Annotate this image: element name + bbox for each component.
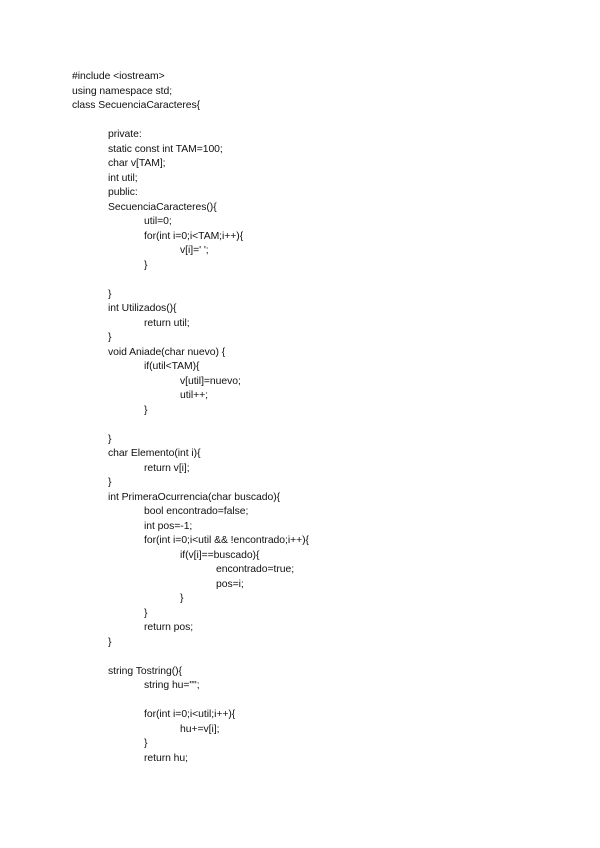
code-line: hu+=v[i];	[180, 723, 220, 735]
code-line: for(int i=0;i<util;i++){	[144, 709, 236, 720]
code-line: }	[144, 607, 148, 619]
code-line: v[i]=' ';	[180, 245, 209, 256]
code-line: }	[108, 288, 112, 300]
code-line: }	[108, 332, 112, 343]
code-line: int pos=-1;	[144, 520, 193, 532]
code-line: encontrado=true;	[216, 564, 295, 575]
code-line: }	[144, 738, 148, 749]
code-line: public:	[108, 187, 138, 198]
code-line: v[util]=nuevo;	[180, 375, 241, 387]
code-line: int Utilizados(){	[108, 303, 177, 314]
code-line: char v[TAM];	[108, 158, 166, 169]
code-line: private:	[108, 129, 142, 140]
code-line: int PrimeraOcurrencia(char buscado){	[108, 491, 281, 503]
code-line: SecuenciaCaracteres(){	[108, 201, 217, 213]
code-line: }	[108, 433, 112, 445]
code-line: }	[144, 259, 148, 271]
code-line: }	[108, 477, 112, 488]
code-line: return v[i];	[144, 462, 190, 474]
code-line: pos=i;	[216, 578, 244, 590]
code-line: util=0;	[144, 216, 172, 227]
code-line: bool encontrado=false;	[144, 506, 249, 517]
code-line: static const int TAM=100;	[108, 143, 223, 155]
code-line: util++;	[180, 390, 208, 401]
code-line: for(int i=0;i<util && !encontrado;i++){	[144, 535, 309, 546]
code-line: return util;	[144, 317, 190, 329]
code-line: using namespace std;	[72, 85, 173, 97]
code-line: for(int i=0;i<TAM;i++){	[144, 230, 244, 242]
code-line: char Elemento(int i){	[108, 448, 201, 459]
code-line: return hu;	[144, 752, 188, 764]
code-line: if(util<TAM){	[144, 361, 200, 372]
code-line: class SecuenciaCaracteres{	[72, 100, 201, 111]
code-line: }	[180, 593, 184, 604]
code-line: return pos;	[144, 622, 194, 633]
code-line: }	[144, 404, 148, 416]
code-line: string hu="";	[144, 680, 200, 691]
code-line: string Tostring(){	[108, 665, 182, 677]
code-line: }	[108, 636, 112, 648]
code-line: void Aniade(char nuevo) {	[108, 346, 226, 358]
code-line: #include <iostream>	[72, 71, 165, 82]
code-line: if(v[i]==buscado){	[180, 549, 260, 561]
code-line: int util;	[108, 172, 138, 184]
